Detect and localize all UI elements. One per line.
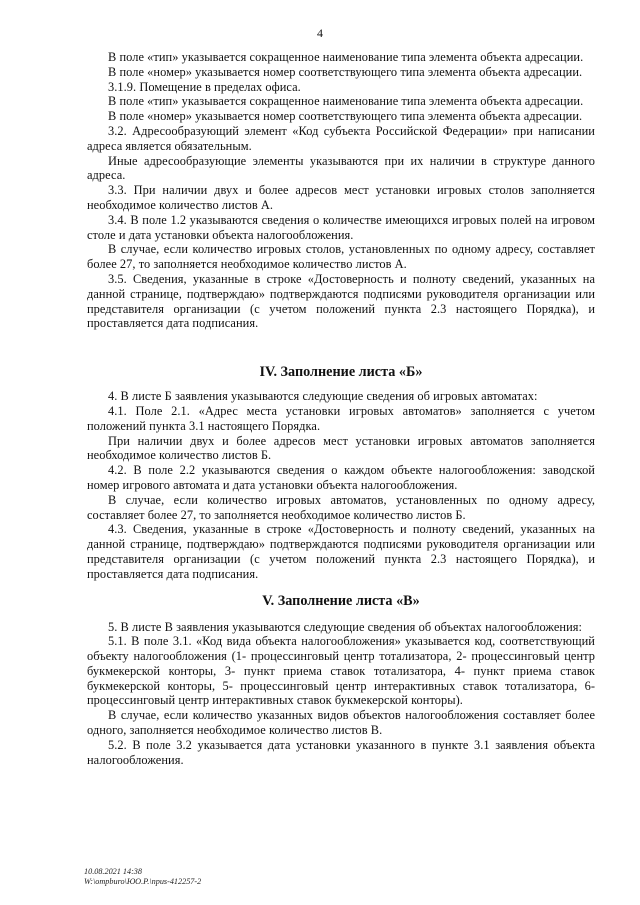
- paragraph: 3.3. При наличии двух и более адресов мест установки игровых столов заполняется необходимое количество листов А.: [87, 183, 595, 212]
- paragraph: 3.1.9. Помещение в пределах офиса.: [108, 79, 301, 94]
- paragraph: В поле «номер» указывается номер соответствующего типа элемента объекта адресации.: [108, 64, 583, 79]
- paragraph: 4.1. Поле 2.1. «Адрес места установки игровых автоматов» заполняется с учетом положений пункта 3.1 настоящего Порядка.: [87, 403, 595, 433]
- paragraph: 3.2. Адресообразующий элемент «Код субъекта Российской Федерации» при написании адреса является обязательным.: [87, 123, 595, 153]
- paragraph: 5.2. В поле 3.2 указывается дата установки указанного в пункте 3.1 заявления объекта налогообложения.: [87, 737, 595, 767]
- document-body: [87, 50, 595, 767]
- paragraph: 5.1. В поле 3.1. «Код вида объекта налогообложения» указывается код, соответствующий объекту налогообложения (1- процессинговый центр тотализатора, 2- процессинговый центр букмекерской конторы, 3- пункт приема ставок тотализатора, 4- пункт приема ставок букмекерской конторы, 5- процессинговый центр интерактивных ставок тотализатора, 6- процессинговый центр интерактивных ставок букмекерской конторы).: [87, 634, 595, 708]
- paragraph: В поле «номер» указывается номер соответствующего типа элемента объекта адресации.: [108, 109, 583, 124]
- paragraph: В случае, если количество указанных видов объектов налогообложения составляет более одного, заполняется необходимое количество листов В.: [87, 708, 595, 738]
- section-heading-sheet-b: IV. Заполнение листа «Б»: [259, 364, 423, 381]
- paragraph: 4.2. В поле 2.2 указываются сведения о каждом объекте налогообложения: заводской номер игрового автомата и дата установки объекта налогообложения.: [87, 463, 595, 492]
- section-heading-sheet-c: V. Заполнение листа «В»: [262, 592, 420, 609]
- footer-date: 10.08.2021 14:38: [84, 867, 142, 876]
- paragraph: 3.5. Сведения, указанные в строке «Достоверность и полноту сведений, указанных на данной странице, подтверждаю» подтверждаются подписями руководителя организации или представителя организации (с учетом положений пункта 2.3 настоящего Порядка), и проставляется дата подписания.: [87, 271, 595, 331]
- paragraph: Иные адресообразующие элементы указываются при их наличии в структуре данного адреса.: [87, 153, 595, 183]
- paragraph: 5. В листе В заявления указываются следующие сведения об объектах налогообложения:: [108, 619, 583, 634]
- footer-file-path: W:\ompburo\ЮО.Р.\npus-412257-2: [84, 876, 202, 886]
- paragraph: При наличии двух и более адресов мест установки игровых автоматов заполняется необходимое количество листов Б.: [87, 433, 595, 463]
- paragraph: В поле «тип» указывается сокращенное наименование типа элемента объекта адресации.: [108, 94, 584, 109]
- paragraph: 4. В листе Б заявления указываются следующие сведения об игровых автоматах:: [108, 389, 538, 404]
- paragraph: 3.4. В поле 1.2 указываются сведения о количестве имеющихся игровых полей на игровом столе и дата установки объекта налогообложения.: [87, 212, 595, 242]
- document-footer: [84, 867, 201, 886]
- page-number: 4: [317, 26, 323, 40]
- paragraph: 4.3. Сведения, указанные в строке «Достоверность и полноту сведений, указанных на данной странице, подтверждаю» подтверждаются подписями руководителя организации или представителя организации (с учетом положений пункта 2.3 настоящего Порядка), и проставляется дата подписания.: [87, 522, 595, 581]
- paragraph: В случае, если количество игровых столов, установленных по одному адресу, составляет более 27, то заполняется необходимое количество листов А.: [87, 242, 595, 272]
- paragraph: В случае, если количество игровых автоматов, установленных по одному адресу, составляет более 27, то заполняется необходимое количество листов Б.: [87, 492, 595, 522]
- paragraph: В поле «тип» указывается сокращенное наименование типа элемента объекта адресации.: [108, 50, 584, 64]
